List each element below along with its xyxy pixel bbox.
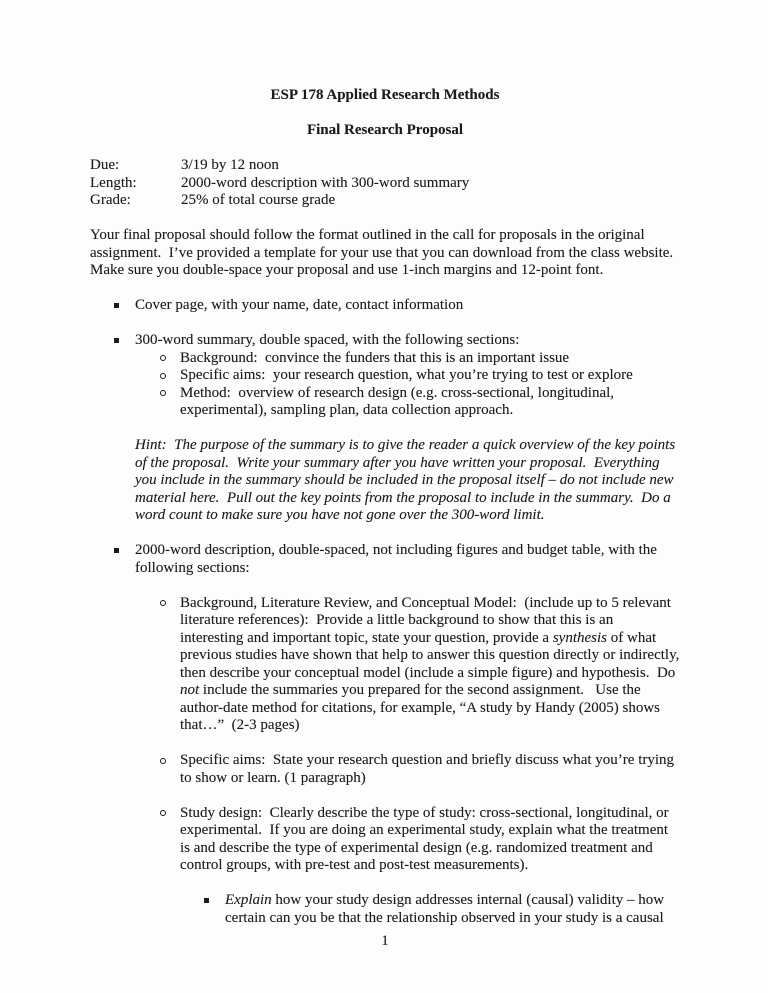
subbullet-text: Specific aims: your research question, what you’re trying to test or explore (180, 367, 633, 383)
circle-bullet-icon (160, 810, 166, 816)
subbullet-text: Method: overview of research design (e.g. cross-sectional, longitudinal, experimental), sampling plan, data collection approach. (180, 384, 618, 418)
meta-row-grade (90, 192, 680, 210)
italic-text-run: Explain (225, 892, 272, 908)
text-run: how your study design addresses internal (causal) validity – how certain can you be that the relationship observed in your study is a causal (225, 892, 668, 926)
subbullet-text: Background: convince the funders that this is an important issue (180, 349, 570, 366)
meta-row-due (90, 157, 680, 175)
subbullet-text: Specific aims: State your research question and briefly discuss what you’re trying to show or learn. (1 paragraph) (180, 752, 678, 786)
subbullet-text (180, 595, 683, 734)
subbullet-study-design (90, 805, 680, 875)
bullet-text: 2000-word description, double-spaced, not including figures and budget table, with the following sections: (135, 542, 661, 576)
square-bullet-icon (114, 548, 119, 553)
subbullet-text: Study design: Clearly describe the type of study: cross-sectional, longitudinal, or experimental. If you are doing an experimental study, explain what the treatment is and describe the type of experimental design (e.g. randomized treatment and control groups, with pre-test and post-test measurements). (180, 804, 673, 873)
intro-paragraph: Your final proposal should follow the format outlined in the call for proposals in the original assignment. I’ve provided a template for your use that you can download from the class website. Make sure you double-space your proposal and use 1-inch margins and 12-point font. (90, 227, 681, 278)
subbullet-specific-aims-desc (90, 752, 680, 787)
bullet-text: Cover page, with your name, date, contact information (135, 297, 464, 313)
page-number: 1 (381, 933, 389, 949)
subbullet-background (90, 350, 680, 368)
square-bullet-icon (114, 338, 119, 343)
circle-bullet-icon (160, 600, 166, 606)
bullet-cover-page (90, 297, 680, 315)
subbullet-explain-validity (90, 892, 680, 927)
meta-value: 2000-word description with 300-word summary (181, 174, 470, 191)
text-run: include the summaries you prepared for the second assignment. Use the author-date method for citations, for example, “A study by Handy (2005) shows that…” (2-3 pages) (180, 682, 664, 733)
meta-label: Grade: (90, 192, 131, 208)
italic-text-run: not (180, 682, 200, 698)
meta-label: Due: (90, 157, 120, 173)
circle-bullet-icon (160, 758, 166, 764)
bullet-text: 300-word summary, double spaced, with the following sections: (135, 332, 520, 348)
subbullet-background-lit-review (90, 594, 684, 735)
square-bullet-icon (204, 898, 209, 903)
circle-bullet-icon (160, 355, 166, 361)
subbullet-text (225, 892, 668, 926)
italic-text-run: synthesis (552, 629, 608, 646)
hint-paragraph: Hint: The purpose of the summary is to give the reader a quick overview of the key points of the proposal. Write your summary after you have written your proposal. Everything you include in the summary should be included in the proposal itself – do not include new material here. Pull out the key points from the proposal to include in the summary. Do a word count to make sure you have not gone over the 300-word limit. (135, 437, 679, 523)
bullet-description (90, 542, 680, 577)
meta-value: 25% of total course grade (181, 192, 336, 208)
text-run: Background, Literature Review, and Conceptual Model: (include up to 5 relevant literature references): Provide a little background to show that this is an interesting and important topic, state your question, provide a (180, 594, 675, 646)
assignment-meta (90, 157, 680, 210)
assignment-title: Final Research Proposal (306, 122, 464, 138)
meta-label: Length: (90, 174, 137, 191)
bullet-summary (90, 332, 680, 350)
subbullet-method (90, 385, 680, 420)
bullet-summary-group (90, 332, 680, 420)
square-bullet-icon (114, 303, 119, 308)
meta-row-length (90, 175, 680, 193)
subbullet-specific-aims (90, 367, 680, 385)
course-title: ESP 178 Applied Research Methods (270, 87, 500, 103)
text-run: of what previous studies have shown that help to answer this question directly or indirectly, then describe your conceptual model (include a simple figure) and hypothesis. Do (180, 629, 684, 681)
circle-bullet-icon (160, 390, 166, 396)
circle-bullet-icon (160, 373, 166, 379)
meta-value: 3/19 by 12 noon (181, 157, 279, 173)
